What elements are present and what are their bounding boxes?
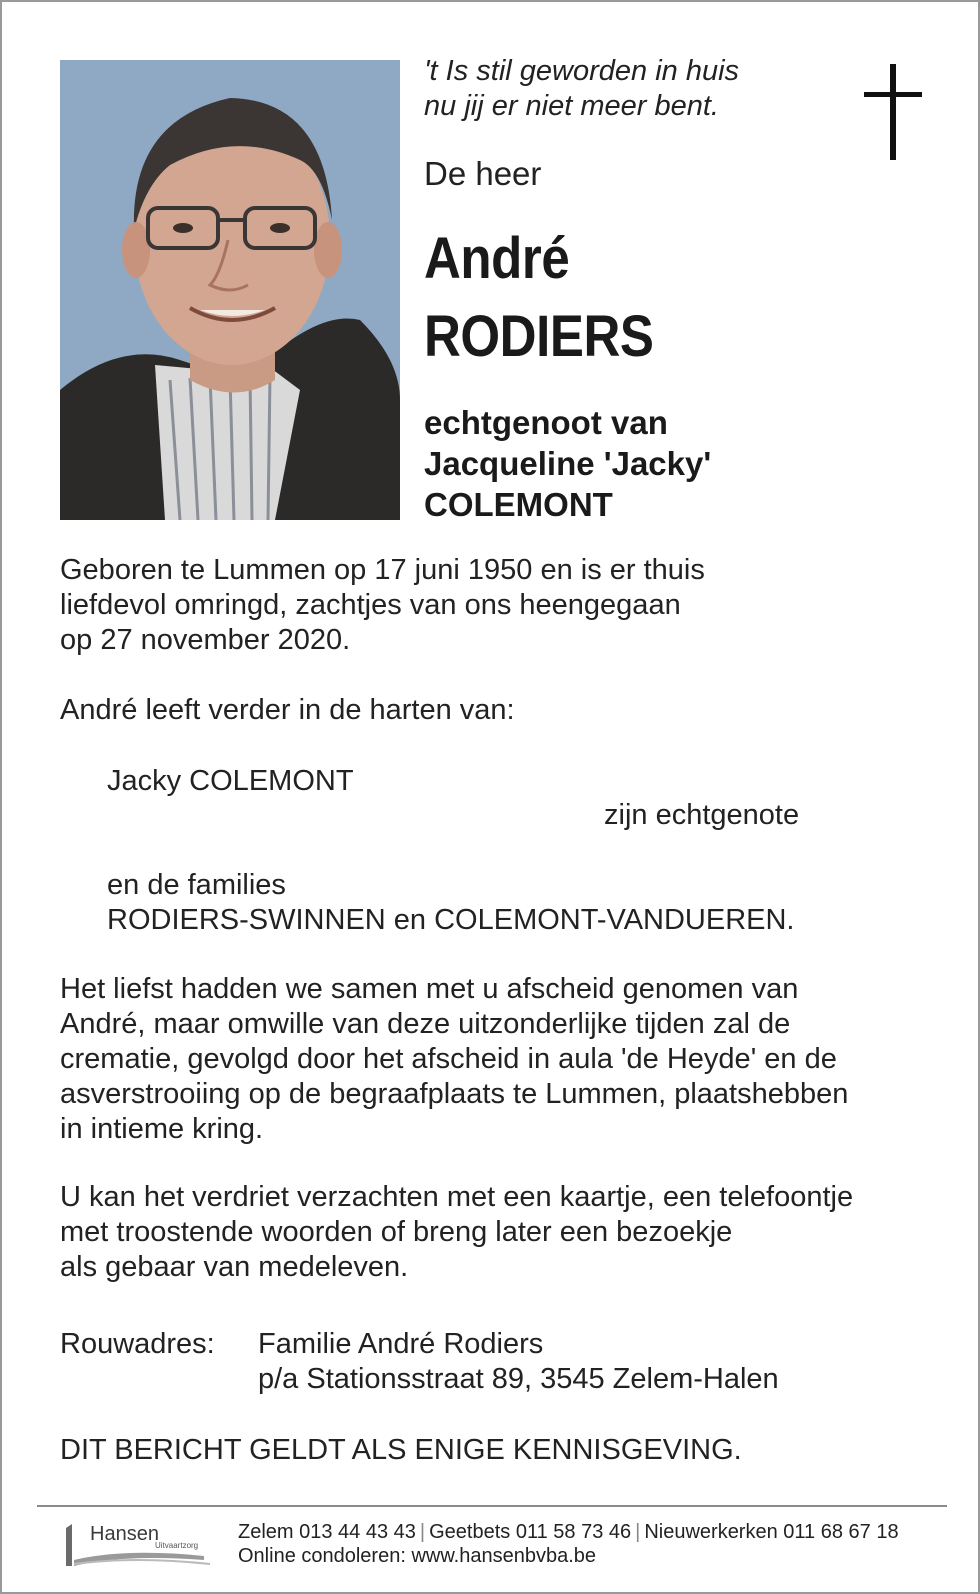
address-line: Familie André Rodiers [258, 1328, 544, 1360]
portrait-photo [60, 60, 400, 520]
notice: DIT BERICHT GELDT ALS ENIGE KENNISGEVING. [60, 1434, 742, 1466]
text-line: Geboren te Lummen op 17 juni 1950 en is er thuis [60, 554, 705, 586]
first-name: André [424, 226, 570, 291]
spouse-surname: COLEMONT [424, 486, 613, 523]
office-geetbets: Geetbets 011 58 73 46 [429, 1521, 632, 1543]
text-line: als gebaar van medeleven. [60, 1251, 409, 1283]
cross-icon [864, 64, 922, 160]
office-zelem: Zelem 013 44 43 43 [238, 1521, 416, 1543]
ceremony-paragraph [60, 972, 848, 1147]
address-line: p/a Stationsstraat 89, 3545 Zelem-Halen [258, 1363, 779, 1395]
address-label: Rouwadres: [60, 1328, 215, 1360]
text-line: liefdevol omringd, zachtjes van ons heengegaan [60, 589, 681, 621]
footer-offices [238, 1520, 899, 1544]
separator: | [419, 1521, 426, 1543]
condolence-paragraph [60, 1180, 853, 1285]
address-lines [258, 1327, 779, 1397]
poem-line: 't Is stil geworden in huis [424, 55, 740, 87]
last-name: RODIERS [424, 304, 654, 369]
text-line: op 27 november 2020. [60, 624, 351, 656]
spouse-relation: echtgenoot van [424, 404, 668, 441]
text-line: Het liefst hadden we samen met u afscheid genomen van [60, 973, 799, 1005]
footer-divider [37, 1505, 947, 1507]
text-line: en de families [107, 869, 286, 901]
text-line: asverstrooiing op de begraafplaats te Lummen, plaatshebben [60, 1078, 849, 1110]
office-nieuwerkerken: Nieuwerkerken 011 68 67 18 [644, 1521, 899, 1543]
survivor-role: zijn echtgenote [604, 799, 800, 831]
survivors-intro: André leeft verder in de harten van: [60, 694, 515, 726]
footer-online[interactable]: Online condoleren: www.hansenbvba.be [238, 1545, 597, 1567]
text-line: U kan het verdriet verzachten met een kaartje, een telefoontje [60, 1181, 854, 1213]
spouse-name: Jacqueline 'Jacky' [424, 445, 712, 482]
birth-paragraph [60, 553, 705, 658]
poem-line: nu jij er niet meer bent. [424, 90, 719, 122]
text-line: RODIERS-SWINNEN en COLEMONT-VANDUEREN. [107, 904, 795, 936]
spouse-block [424, 402, 711, 525]
logo-name: Hansen [90, 1523, 159, 1545]
honorific: De heer [424, 155, 542, 192]
logo-subtitle: Uitvaartzorg [155, 1541, 199, 1550]
footer-contact [238, 1520, 899, 1568]
text-line: crematie, gevolgd door het afscheid in aula 'de Heyde' en de [60, 1043, 837, 1075]
families [107, 868, 795, 938]
survivor-name: Jacky COLEMONT [107, 765, 354, 797]
separator: | [635, 1521, 641, 1543]
text-line: met troostende woorden of breng later een bezoekje [60, 1216, 733, 1248]
portrait-illustration [60, 60, 400, 520]
text-line: André, maar omwille van deze uitzonderlijke tijden zal de [60, 1008, 791, 1040]
poem [424, 54, 804, 124]
text-line: in intieme kring. [60, 1113, 264, 1145]
